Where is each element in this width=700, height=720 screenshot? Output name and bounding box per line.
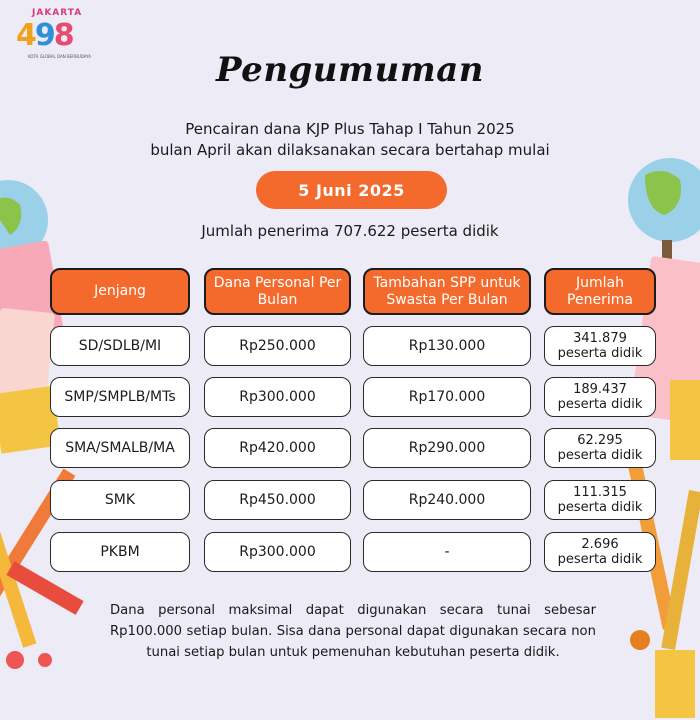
cell-jenjang: SMP/SMPLB/MTs	[50, 377, 190, 417]
header-tambahan-spp: Tambahan SPP untuk Swasta Per Bulan	[363, 268, 531, 315]
penerima-number: 341.879	[573, 331, 627, 346]
date-badge: 5 Juni 2025	[256, 171, 447, 209]
cell-dana: Rp420.000	[204, 428, 351, 468]
cell-jenjang: PKBM	[50, 532, 190, 572]
penerima-number: 189.437	[573, 382, 627, 397]
cell-jenjang: SD/SDLB/MI	[50, 326, 190, 366]
cell-dana: Rp450.000	[204, 480, 351, 520]
cell-spp: Rp290.000	[363, 428, 531, 468]
cell-dana: Rp250.000	[204, 326, 351, 366]
cell-jenjang: SMK	[50, 480, 190, 520]
cell-dana: Rp300.000	[204, 377, 351, 417]
intro-line-1: Pencairan dana KJP Plus Tahap I Tahun 2025	[185, 120, 515, 138]
page-title: Pengumuman	[216, 50, 484, 90]
logo-digit: 9	[34, 18, 54, 53]
penerima-unit: peserta didik	[557, 448, 643, 463]
intro-line-2: bulan April akan dilaksanakan secara bertahap mulai	[150, 141, 550, 159]
right-school-supplies-illustration	[600, 130, 700, 718]
logo-digit: 4	[16, 18, 35, 53]
penerima-number: 2.696	[581, 537, 619, 552]
cell-spp: -	[363, 532, 531, 572]
penerima-unit: peserta didik	[557, 346, 643, 361]
cell-penerima	[544, 377, 656, 417]
cell-jenjang: SMA/SMALB/MA	[50, 428, 190, 468]
penerima-number: 111.315	[573, 485, 627, 500]
logo-digit: 8	[53, 18, 73, 53]
footnote: Dana personal maksimal dapat digunakan secara tunai sebesar Rp100.000 setiap bulan. Sisa dana personal dapat digunakan secara non tunai setiap bulan untuk pemenuhan kebutuhan peserta didik.	[110, 603, 596, 660]
cell-penerima	[544, 480, 656, 520]
cell-spp: Rp240.000	[363, 480, 531, 520]
cell-penerima	[544, 532, 656, 572]
cell-penerima	[544, 428, 656, 468]
penerima-unit: peserta didik	[557, 552, 643, 567]
logo-top-text: JAKARTA	[32, 8, 83, 18]
logo-number	[16, 18, 73, 53]
penerima-unit: peserta didik	[557, 397, 643, 412]
header-jumlah-penerima: Jumlah Penerima	[544, 268, 656, 315]
cell-spp: Rp130.000	[363, 326, 531, 366]
header-jenjang: Jenjang	[50, 268, 190, 315]
cell-spp: Rp170.000	[363, 377, 531, 417]
penerima-unit: peserta didik	[557, 500, 643, 515]
cell-penerima	[544, 326, 656, 366]
penerima-number: 62.295	[577, 433, 623, 448]
logo-subtitle: KOTA GLOBAL DAN BERBUDAYA	[28, 54, 92, 59]
header-dana-personal: Dana Personal Per Bulan	[204, 268, 351, 315]
recipient-summary: Jumlah penerima 707.622 peserta didik	[201, 222, 499, 240]
cell-dana: Rp300.000	[204, 532, 351, 572]
